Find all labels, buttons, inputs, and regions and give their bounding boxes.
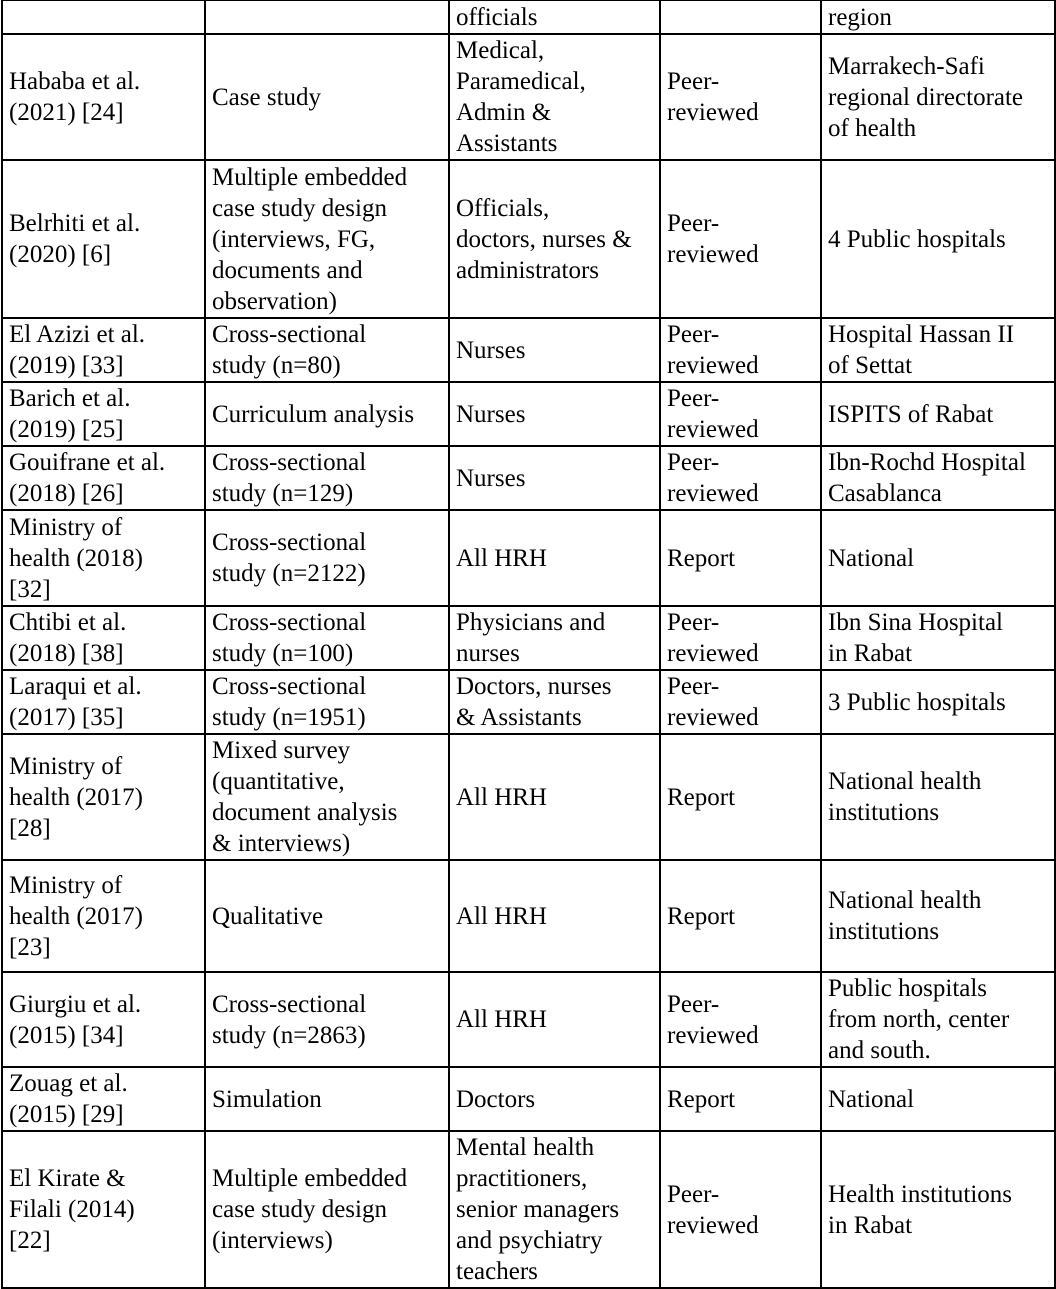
cell-study [2,318,205,382]
cell-text-line: Simulation [212,1085,322,1113]
cell-text-line: health (2017) [9,783,143,811]
cell-text-line: health (2018) [9,544,143,572]
cell-text-line: in Rabat [828,640,913,667]
cell-type [660,734,821,860]
studies-table [1,0,1056,1289]
cell-text-line: Report [667,902,736,930]
cell-text-line: Cross-sectional [212,449,367,476]
cell-text-line: (interviews) [212,1227,333,1254]
table-row [2,670,1055,734]
cell-text-line: (2018) [26] [9,480,124,507]
cell-setting [821,382,1055,446]
cell-text-line: Report [667,1085,736,1113]
cell-population [449,972,660,1067]
table-row [2,1131,1055,1288]
cell-text-line: of health [828,114,917,142]
cell-population [449,1067,660,1131]
cell-text-line: reviewed [667,99,759,126]
cell-text-line: El Kirate & [9,1165,126,1192]
cell-text-line: El Azizi et al. [9,321,146,348]
cell-text-line: Mental health [456,1134,595,1161]
cell-text-line: Health institutions [828,1180,1013,1208]
cell-text-line: National health [828,887,982,914]
cell-text-line: teachers [456,1258,538,1285]
cell-study [2,1067,205,1131]
cell-text-line: Paramedical, [456,68,586,95]
cell-population [449,160,660,318]
cell-text-line: Nurses [456,400,526,428]
cell-text-line: Peer- [667,321,720,348]
cell-text-line: Giurgiu et al. [9,990,142,1018]
cell-design [205,1067,449,1131]
cell-text-line: All HRH [456,544,547,572]
cell-type [660,34,821,160]
cell-text-line: Belrhiti et al. [9,210,141,237]
cell-design [205,446,449,510]
cell-text-line: Peer- [667,210,720,237]
cell-text-line: Report [667,544,736,572]
cell-text-line: [28] [9,814,51,842]
cell-text-line: National [828,544,915,572]
cell-population [449,0,660,34]
cell-text-line: Ministry of [9,871,123,899]
cell-text-line: Mixed survey [212,737,351,764]
cell-text-line: and south. [828,1037,931,1064]
table-row [2,734,1055,860]
cell-type [660,606,821,670]
cell-text-line: Qualitative [212,902,324,930]
cell-study [2,972,205,1067]
cell-text-line: Medical, [456,37,545,64]
cell-text-line: Casablanca [828,480,942,507]
cell-design [205,606,449,670]
cell-type [660,446,821,510]
cell-setting [821,1131,1055,1288]
cell-text-line: National health [828,768,982,795]
table-row [2,606,1055,670]
cell-text-line: Marrakech-Safi [828,52,985,80]
cell-text-line: documents and [212,256,363,284]
cell-text-line: Chtibi et al. [9,609,127,636]
cell-text-line: and psychiatry [456,1227,603,1254]
cell-text-line: (quantitative, [212,768,345,795]
cell-text-line: reviewed [667,1021,759,1049]
cell-text-line: Admin & [456,99,552,126]
cell-text-line: Barich et al. [9,385,131,412]
cell-study [2,1131,205,1288]
cell-study [2,606,205,670]
cell-type [660,860,821,972]
cell-text-line: (2018) [38] [9,640,124,667]
cell-text-line: Case study [212,83,322,111]
cell-text-line: (interviews, FG, [212,225,376,253]
cell-text-line: Report [667,783,736,811]
cell-population [449,1131,660,1288]
cell-text-line: Peer- [667,673,720,700]
cell-type [660,670,821,734]
cell-text-line: Peer- [667,990,720,1018]
cell-text-line: Peer- [667,68,720,95]
cell-text-line: Filali (2014) [9,1196,135,1223]
cell-text-line: Ibn-Rochd Hospital [828,449,1026,476]
table-row [2,1067,1055,1131]
cell-text-line: (2021) [24] [9,99,124,126]
cell-design [205,34,449,160]
cell-text-line: institutions [828,918,940,945]
cell-setting [821,446,1055,510]
cell-text-line: Nurses [456,464,526,492]
cell-text-line: study (n=129) [212,480,354,507]
cell-population [449,446,660,510]
cell-study [2,0,205,34]
cell-text-line: reviewed [667,241,759,268]
cell-text-line: Peer- [667,1180,720,1208]
cell-text-line: (2015) [29] [9,1101,124,1128]
cell-text-line: reviewed [667,1211,759,1239]
cell-text-line: Peer- [667,449,720,476]
cell-text-line: reviewed [667,416,759,443]
cell-text-line: reviewed [667,640,759,667]
cell-text-line: 3 Public hospitals [828,688,1006,716]
cell-text-line: (2017) [35] [9,704,124,731]
cell-text-line: study (n=80) [212,352,341,379]
cell-text-line: Hospital Hassan II [828,321,1015,348]
cell-type [660,0,821,34]
cell-text-line: administrators [456,256,600,284]
cell-setting [821,160,1055,318]
cell-text-line: practitioners, [456,1165,588,1192]
cell-design [205,1131,449,1288]
cell-text-line: & interviews) [212,830,351,857]
cell-design [205,972,449,1067]
table-row [2,510,1055,606]
cell-population [449,34,660,160]
cell-text-line: reviewed [667,352,759,379]
cell-text-line: Hababa et al. [9,68,141,95]
cell-study [2,734,205,860]
cell-text-line: Multiple embedded [212,1165,408,1192]
cell-design [205,160,449,318]
cell-text-line: case study design [212,194,387,222]
cell-text-line: study (n=2122) [212,560,366,587]
cell-text-line: Assistants [456,130,558,157]
cell-text-line: Cross-sectional [212,673,367,700]
cell-setting [821,318,1055,382]
cell-text-line: ISPITS of Rabat [828,400,994,428]
cell-text-line: senior managers [456,1196,620,1223]
cell-text-line: Multiple embedded [212,163,408,191]
cell-population [449,734,660,860]
cell-design [205,318,449,382]
cell-text-line: (2015) [34] [9,1021,124,1049]
cell-text-line: Cross-sectional [212,529,367,556]
table-row [2,382,1055,446]
cell-setting [821,972,1055,1067]
cell-setting [821,860,1055,972]
cell-type [660,160,821,318]
cell-type [660,1067,821,1131]
cell-text-line: reviewed [667,704,759,731]
cell-population [449,382,660,446]
cell-text-line: document analysis [212,799,398,826]
cell-study [2,34,205,160]
cell-text-line: Cross-sectional [212,990,367,1018]
table-row [2,972,1055,1067]
table-row [2,446,1055,510]
cell-population [449,860,660,972]
cell-text-line: All HRH [456,1006,547,1033]
cell-text-line: Ministry of [9,513,123,541]
cell-type [660,382,821,446]
cell-population [449,670,660,734]
cell-text-line: reviewed [667,480,759,507]
cell-text-line: & Assistants [456,704,582,731]
cell-study [2,446,205,510]
cell-type [660,1131,821,1288]
cell-text-line: Peer- [667,385,720,412]
table-body [2,0,1055,1288]
cell-text-line: 4 Public hospitals [828,225,1006,253]
cell-setting [821,34,1055,160]
cell-text-line: Cross-sectional [212,609,367,636]
cell-text-line: study (n=2863) [212,1021,366,1049]
cell-text-line: [22] [9,1227,51,1254]
cell-text-line: nurses [456,640,520,667]
cell-type [660,510,821,606]
cell-study [2,860,205,972]
cell-setting [821,510,1055,606]
cell-text-line: health (2017) [9,902,143,930]
cell-text-line: doctors, nurses & [456,225,632,253]
cell-study [2,510,205,606]
cell-text-line: institutions [828,799,940,826]
cell-text-line: Doctors, nurses [456,673,612,700]
table-row [2,0,1055,34]
cell-text-line: (2020) [6] [9,241,112,268]
cell-text-line: Public hospitals [828,975,988,1002]
cell-text-line: Zouag et al. [9,1070,128,1097]
cell-design [205,734,449,860]
cell-design [205,860,449,972]
cell-setting [821,1067,1055,1131]
cell-population [449,318,660,382]
cell-text-line: Nurses [456,336,526,364]
cell-population [449,510,660,606]
cell-text-line: Laraqui et al. [9,673,142,700]
table-row [2,34,1055,160]
cell-text-line: Doctors [456,1085,536,1113]
cell-text-line: Peer- [667,609,720,636]
cell-text-line: from north, center [828,1006,1010,1033]
cell-text-line: Curriculum analysis [212,400,415,428]
cell-design [205,382,449,446]
cell-type [660,318,821,382]
cell-text-line: All HRH [456,783,547,811]
cell-text-line: case study design [212,1196,387,1223]
cell-text-line: (2019) [25] [9,416,124,443]
cell-setting [821,606,1055,670]
cell-study [2,160,205,318]
cell-text-line: observation) [212,287,337,315]
cell-design [205,510,449,606]
cell-text-line: study (n=1951) [212,704,366,731]
cell-study [2,382,205,446]
cell-type [660,972,821,1067]
cell-text-line: region [828,4,892,31]
cell-text-line: Ministry of [9,752,123,780]
cell-text-line: [32] [9,575,51,603]
cell-population [449,606,660,670]
cell-text-line: officials [456,4,538,31]
cell-text-line: study (n=100) [212,640,354,667]
cell-text-line: Ibn Sina Hospital [828,609,1003,636]
cell-text-line: (2019) [33] [9,352,124,379]
cell-text-line: Physicians and [456,609,606,636]
cell-text-line: Gouifrane et al. [9,449,166,476]
cell-text-line: All HRH [456,902,547,930]
cell-setting [821,0,1055,34]
cell-study [2,670,205,734]
cell-design [205,670,449,734]
cell-design [205,0,449,34]
table-row [2,160,1055,318]
cell-text-line: in Rabat [828,1211,913,1239]
cell-text-line: regional directorate [828,83,1024,111]
cell-text-line: [23] [9,933,51,961]
cell-text-line: National [828,1085,915,1113]
table-row [2,318,1055,382]
cell-text-line: Officials, [456,194,550,222]
cell-text-line: of Settat [828,352,913,379]
cell-setting [821,670,1055,734]
cell-setting [821,734,1055,860]
table-row [2,860,1055,972]
cell-text-line: Cross-sectional [212,321,367,348]
